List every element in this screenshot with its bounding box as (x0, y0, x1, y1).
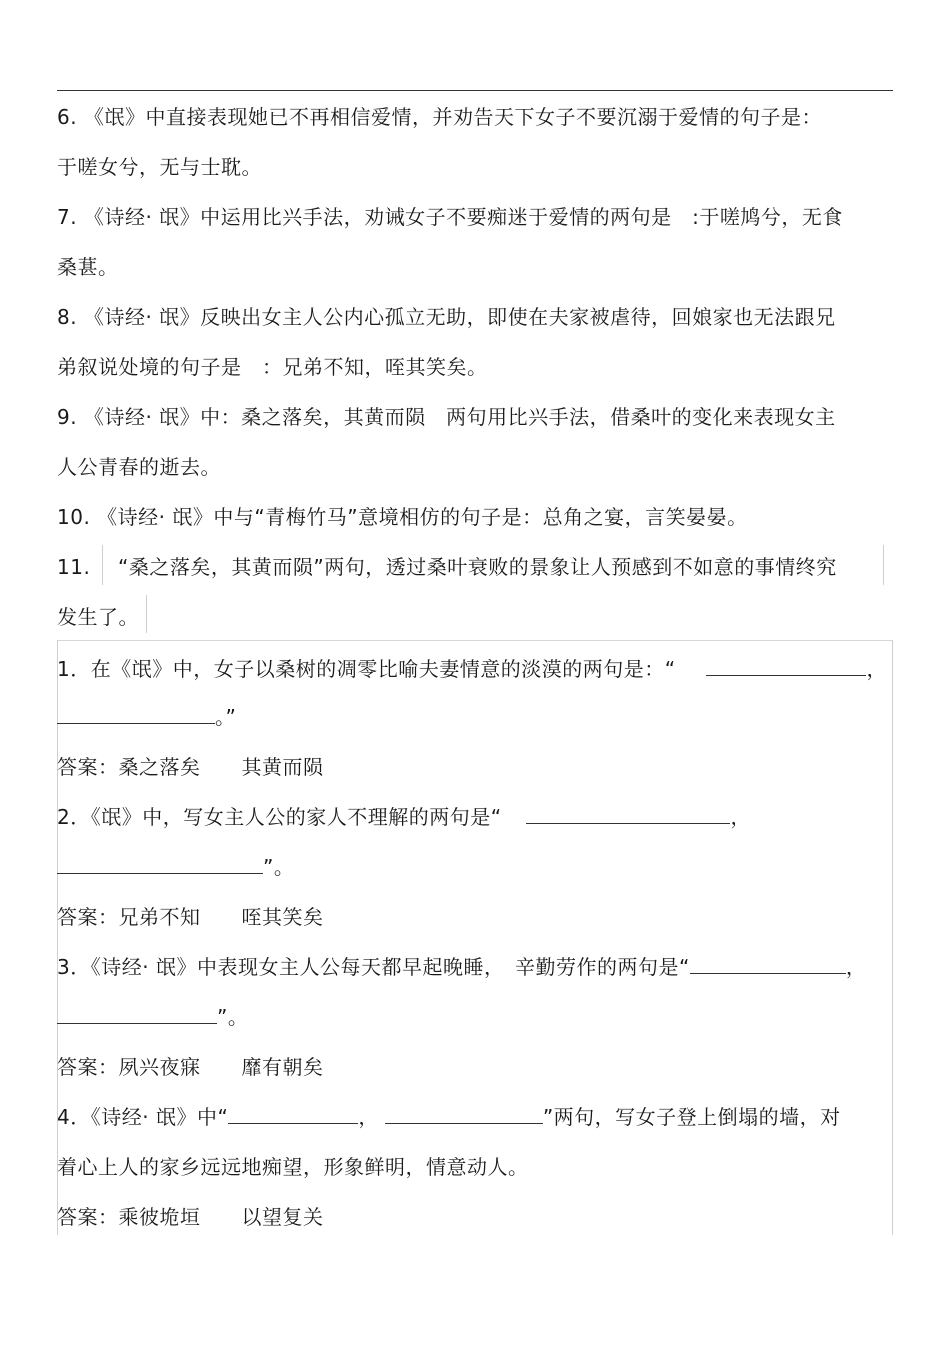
answer-blank[interactable] (706, 655, 866, 676)
answer-blank[interactable] (57, 1003, 217, 1024)
punct: ， (845, 955, 867, 979)
item-number: 6. (57, 105, 78, 129)
answer-blank[interactable] (385, 1103, 543, 1124)
item-11 (57, 553, 837, 581)
question-3 (57, 953, 866, 981)
item-10 (57, 503, 748, 531)
frame-line (102, 545, 103, 585)
item-6-cont: 于嗟女兮，无与士耽。 (57, 155, 262, 179)
question-text: 1．在《氓》中，女子以桑树的凋零比喻夫妻情意的淡漠的两句是：“ (57, 657, 676, 681)
item-number: 8. (57, 305, 78, 329)
item-text: 《诗经· 氓》中与“青梅竹马”意境相仿的句子是：总角之宴，言笑晏晏。 (97, 505, 748, 529)
answer-blank[interactable] (526, 803, 730, 824)
punct: ”。 (263, 855, 295, 879)
top-rule (57, 90, 893, 91)
item-11-cont: 发生了。 (57, 605, 139, 629)
frame-line (892, 640, 893, 1235)
question-text: 3．《诗经· 氓》中表现女主人公每天都早起晚睡， 辛勤劳作的两句是“ (57, 955, 690, 979)
punct: ， (358, 1105, 379, 1129)
question-1-cont (57, 703, 236, 731)
answer-blank[interactable] (690, 953, 846, 974)
punct: ”。 (217, 1005, 249, 1029)
question-3-cont (57, 1003, 248, 1031)
item-9 (57, 403, 836, 431)
question-4 (57, 1103, 841, 1131)
answer-2: 答案：兄弟不知 咥其笑矣 (57, 905, 324, 929)
item-7-cont: 桑葚。 (57, 255, 119, 279)
question-2 (57, 803, 751, 831)
item-text: 《氓》中直接表现她已不再相信爱情，并劝告天下女子不要沉溺于爱情的句子是： (83, 105, 822, 129)
answer-4: 答案：乘彼垝垣 以望复关 (57, 1205, 324, 1229)
item-6 (57, 103, 822, 131)
item-number: 7. (57, 205, 78, 229)
item-text: 《诗经· 氓》中运用比兴手法，劝诫女子不要痴迷于爱情的两句是 :于嗟鸠兮，无食 (83, 205, 843, 229)
question-text: 2．《氓》中，写女主人公的家人不理解的两句是“ (57, 805, 502, 829)
item-7 (57, 203, 843, 231)
question-1 (57, 655, 887, 683)
item-8-cont: 弟叙说处境的句子是 ：兄弟不知，咥其笑矣。 (57, 355, 488, 379)
item-number: 11. (57, 555, 91, 579)
answer-blank[interactable] (57, 703, 215, 724)
punct: ， (730, 805, 751, 829)
answer-3: 答案：夙兴夜寐 靡有朝矣 (57, 1055, 324, 1079)
frame-line (146, 595, 147, 633)
item-text: 《诗经· 氓》中：桑之落矣，其黄而陨 两句用比兴手法，借桑叶的变化来表现女主 (83, 405, 836, 429)
question-text: ”两句，写女子登上倒塌的墙，对 (542, 1105, 841, 1129)
item-8 (57, 303, 836, 331)
item-9-cont: 人公青春的逝去。 (57, 455, 221, 479)
answer-blank[interactable] (57, 853, 263, 874)
item-text: 《诗经· 氓》反映出女主人公内心孤立无助，即使在夫家被虐待，回娘家也无法跟兄 (83, 305, 836, 329)
punct: 。” (215, 705, 237, 729)
item-text: “桑之落矣，其黄而陨”两句，透过桑叶衰败的景象让人预感到不如意的事情终究 (118, 555, 837, 579)
answer-1: 答案：桑之落矣 其黄而陨 (57, 755, 324, 779)
frame-line (57, 640, 893, 641)
answer-blank[interactable] (228, 1103, 358, 1124)
question-2-cont (57, 853, 294, 881)
question-text: 4．《诗经· 氓》中“ (57, 1105, 229, 1129)
item-number: 10. (57, 505, 91, 529)
frame-line (883, 545, 884, 585)
question-4-cont: 着心上人的家乡远远地痴望，形象鲜明，情意动人。 (57, 1155, 529, 1179)
punct: ， (866, 657, 887, 681)
item-number: 9. (57, 405, 78, 429)
